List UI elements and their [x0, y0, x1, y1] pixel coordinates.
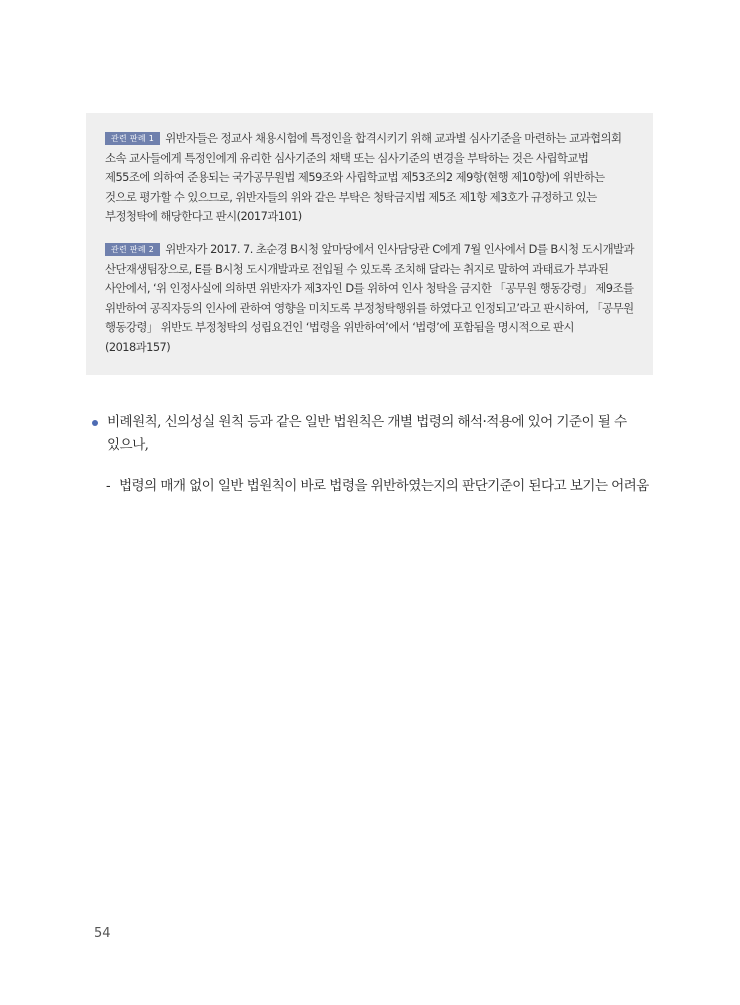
related-case-text: 위반자가 2017. 7. 초순경 B시청 앞마당에서 인사담당관 C에게 7월 인사에서 D를 B시청 도시개발과 산단재생팀장으로, E를 B시청 도시개발과로 전입될 수 있도록 조치해 달라는 취지로 말하여 과태료가 부과된 사안에서, ‘위 인정사실에 의하면 위반자가 제3자인 D를 위하여 인사 청탁을 금지한 「공무원 행동강령」 제9조를 위반하여 공직자등의 인사에 관하여 영향을 미치도록 부정청탁행위를 하였다고 인정되고’라고 판시하여, 「공무원 행동강령」 위반도 부정청탁의 성립요건인 ‘법령을 위반하여’에서 ‘법령’에 포함됨을 명시적으로 판시(2018과157)	[105, 241, 634, 354]
sub-item	[106, 475, 664, 498]
related-case-tag: 관련 판례 2	[105, 243, 160, 256]
related-case-2	[105, 240, 635, 358]
related-case-tag: 관련 판례 1	[105, 132, 160, 145]
bullet-text: 비례원칙, 신의성실 원칙 등과 같은 일반 법원칙은 개별 법령의 해석·적용에 있어 기준이 될 수 있으나,	[107, 414, 627, 453]
related-cases-box	[86, 113, 653, 375]
bullet-dot-icon	[92, 420, 98, 426]
page-number: 54	[94, 926, 111, 941]
dash-mark: -	[106, 478, 110, 494]
sub-item-text: 법령의 매개 없이 일반 법원칙이 바로 법령을 위반하였는지의 판단기준이 된다고 보기는 어려움	[119, 478, 649, 494]
bullet-item	[92, 411, 664, 456]
related-case-text: 위반자들은 정교사 채용시험에 특정인을 합격시키기 위해 교과별 심사기준을 마련하는 교과협의회 소속 교사들에게 특정인에게 유리한 심사기준의 채택 또는 심사기준의 변경을 부탁하는 것은 사립학교법 제55조에 의하여 준용되는 국가공무원법 제59조와 사립학교법 제53조의2 제9항(현행 제10항)에 위반하는 것으로 평가할 수 있으므로, 위반자들의 위와 같은 부탁은 청탁금지법 제5조 제1항 제3호가 규정하고 있는 부정청탁에 해당한다고 판시(2017과101)	[105, 131, 622, 224]
related-case-1	[105, 129, 635, 227]
